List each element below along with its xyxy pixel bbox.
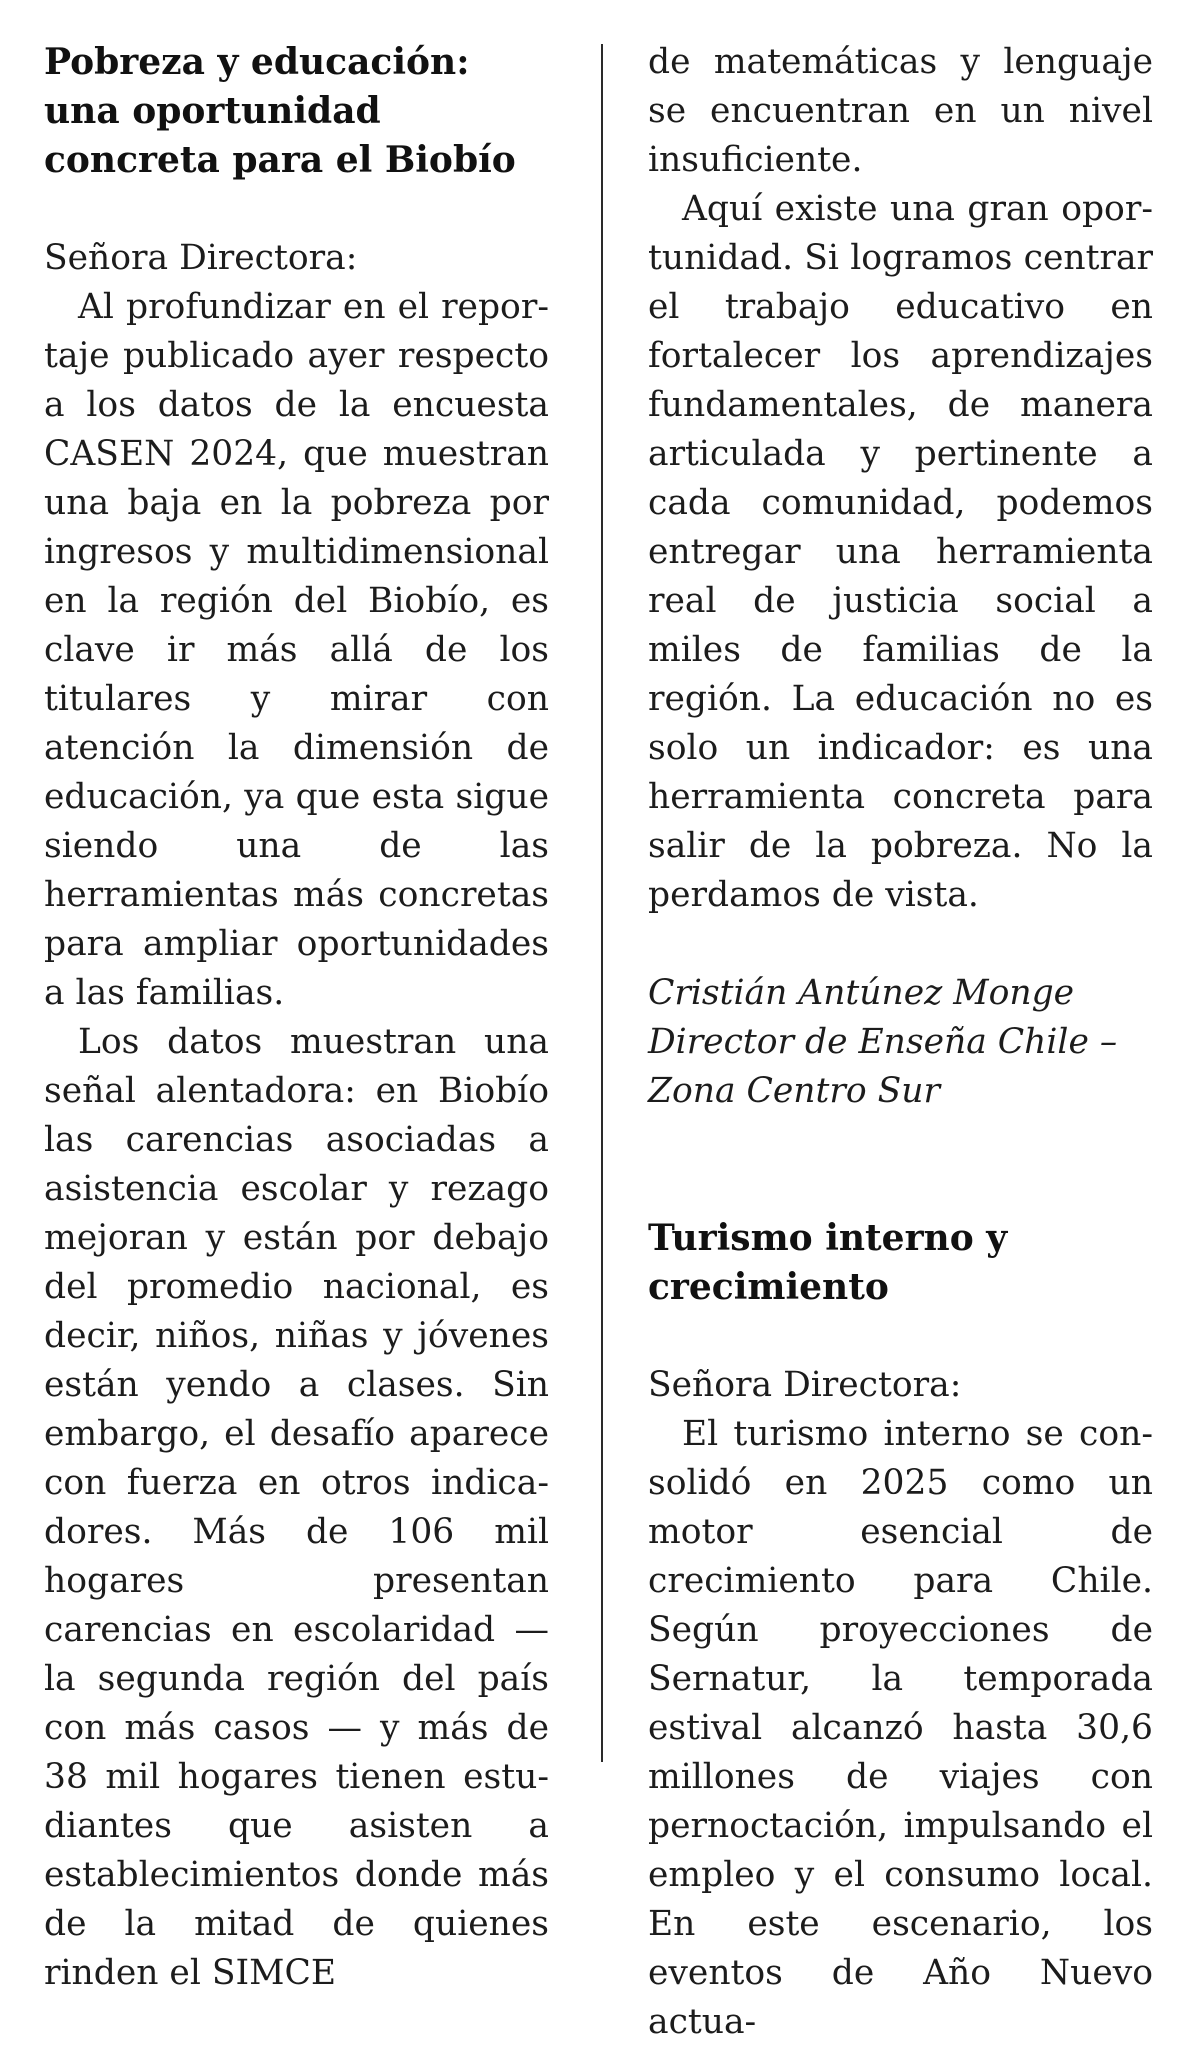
spacer: [44, 185, 549, 234]
letter1-paragraph-continued: de matemáticas y lenguaje se encuentran en un nivel insuficiente.: [648, 42, 1153, 180]
spacer: [648, 1165, 1153, 1214]
letter1-paragraph: Aquí existe una gran oportunidad. Si logramos centrar el trabajo educativo en fortalecer los aprendizajes fundamentales, de manera articulada y pertinente a cada comunidad, podemos entregar una herramienta real de justicia social a miles de familias de la región. La educación no es solo un indicador: es una herramienta concreta para salir de la pobreza. No la perdamos de vista.: [648, 189, 1153, 915]
spacer: [648, 1312, 1153, 1361]
spacer: [648, 920, 1153, 969]
letter1-signature-name: Cristián Antúnez Monge: [648, 973, 1075, 1013]
letter1-salutation: Señora Directora:: [44, 238, 358, 278]
letter1-title: Pobreza y educación: una oportunidad concreta para el Biobío: [44, 41, 516, 181]
letter1-paragraph: Al profundizar en el reportaje publicado ayer respecto a los datos de la encuesta CASEN 2024, que muestran una baja en la pobreza por ingresos y multidimensional en la región del Biobío, es clave ir más allá de los titulares y mirar con atención la dimensión de educación, ya que esta sigue siendo una de las herramientas más concretas para ampliar oportunidades a las familias.: [44, 287, 549, 1013]
right-column: [648, 38, 1153, 2047]
column-divider: [601, 44, 603, 1762]
letter2-paragraph: El turismo interno se consolidó en 2025 como un motor esencial de crecimiento para Chile. Según proyecciones de Sernatur, la temporada estival alcanzó hasta 30,6 millones de viajes con pernoctación, impulsando el empleo y el consumo local. En este escenario, los eventos de Año Nuevo actua-: [648, 1414, 1153, 2042]
letter1-paragraph: Los datos muestran una señal alentadora: en Biobío las carencias asociadas a asistencia escolar y rezago mejoran y están por debajo del promedio nacional, es decir, niños, niñas y jóvenes están yendo a clases. Sin embargo, el desafío aparece con fuerza en otros indicadores. Más de 106 mil hogares presentan carencias en escolaridad —la segunda región del país con más casos — y más de 38 mil hogares tienen estudiantes que asisten a establecimientos donde más de la mitad de quienes rinden el SIMCE: [44, 1022, 549, 1993]
letter2-title: Turismo interno y crecimiento: [648, 1217, 1008, 1308]
left-column: [44, 38, 549, 1998]
spacer: [648, 1116, 1153, 1165]
letter2-salutation: Señora Directora:: [648, 1365, 962, 1405]
letter1-signature-role: Director de Enseña Chile – Zona Centro Sur: [648, 1022, 1118, 1111]
